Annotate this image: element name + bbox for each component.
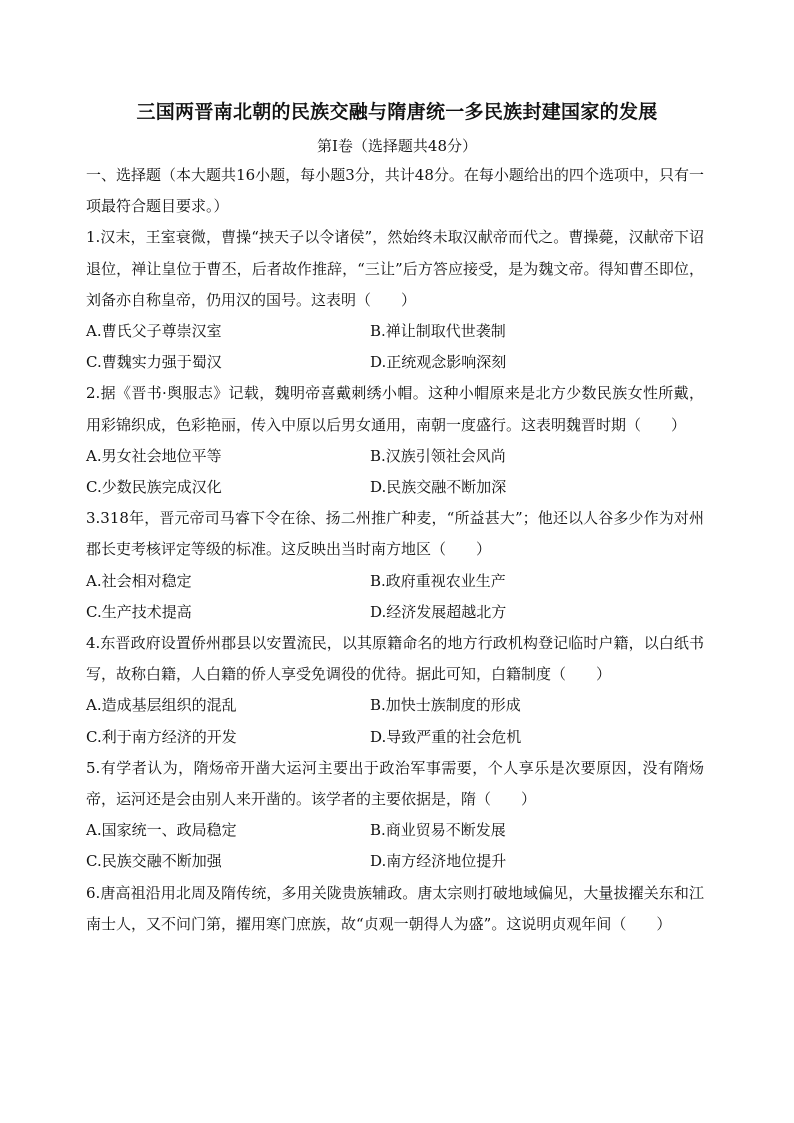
option-c: C.利于南方经济的开发 [86,727,237,746]
option-c: C.少数民族完成汉化 [86,478,222,497]
option-grid [86,690,704,752]
question-stem: 4.东晋政府设置侨州郡县以安置流民，以其原籍命名的地方行政机构登记临时户籍，以白纸书写，故称白籍，人白籍的侨人享受免调役的优待。据此可知，白籍制度（ ） [86,634,704,684]
option-d: D.民族交融不断加深 [370,478,507,497]
option-b: B.禅让制取代世袭制 [370,322,506,341]
option-c: C.曹魏实力强于蜀汉 [86,353,222,372]
option-a: A.造成基层组织的混乱 [86,696,237,715]
section-subtitle: 第Ⅰ卷（选择题共48分） [316,137,477,155]
option-b: B.政府重视农业生产 [370,571,506,590]
option-a: A.曹氏父子尊崇汉室 [86,322,222,341]
question-stem: 2.据《晋书·舆服志》记载，魏明帝喜戴刺绣小帽。这种小帽原来是北方少数民族女性所戴，用彩锦织成，色彩艳丽，传入中原以后男女通用，南朝一度盛行。这表明魏晋时期（ ） [86,384,704,434]
option-grid [86,316,704,378]
option-d: D.正统观念影响深刻 [370,353,507,372]
exam-content [86,160,704,940]
option-d: D.经济发展超越北方 [370,602,507,621]
option-d: D.南方经济地位提升 [370,852,507,871]
question-4 [86,628,704,753]
option-d: D.导致严重的社会危机 [370,727,522,746]
section-instruction: 一、选择题（本大题共16小题，每小题3分，共计48分。在每小题给出的四个选项中，只有一项最符合题目要求。） [86,166,704,216]
question-stem: 5.有学者认为，隋炀帝开凿大运河主要出于政治军事需要，个人享乐是次要原因，没有隋炀帝，运河还是会由别人来开凿的。该学者的主要依据是，隋（ ） [86,758,704,809]
question-stem: 3.318年，晋元帝司马睿下令在徐、扬二州推广种麦，“所益甚大”；他还以人谷多少作为对州郡长吏考核评定等级的标准。这反映出当时南方地区（ ） [86,509,704,559]
question-2 [86,378,704,503]
question-stem: 1.汉末，王室衰微，曹操“挟天子以令诸侯”，然始终未取汉献帝而代之。曹操薨，汉献帝下诏退位，禅让皇位于曹丕，后者故作推辞，“三让”后方答应接受，是为魏文帝。得知曹丕即位，刘备亦自称皇帝，仍用汉的国号。这表明（ ） [86,228,704,309]
option-grid [86,566,704,628]
option-a: A.国家统一、政局稳定 [86,821,237,840]
option-a: A.社会相对稳定 [86,571,192,590]
question-1 [86,222,704,378]
question-3 [86,503,704,628]
option-a: A.男女社会地位平等 [86,446,222,465]
question-stem: 6.唐高祖沿用北周及隋传统，多用关陇贵族辅政。唐太宗则打破地域偏见，大量拔擢关东和江南士人，又不问门第，擢用寒门庶族，故“贞观一朝得人为盛”。这说明贞观年间（ ） [86,883,704,933]
option-grid [86,441,704,503]
option-grid [86,815,704,877]
document-title: 三国两晋南北朝的民族交融与隋唐统一多民族封建国家的发展 [136,101,658,123]
option-b: B.商业贸易不断发展 [370,821,506,840]
question-6 [86,878,704,940]
option-c: C.生产技术提高 [86,602,192,621]
option-b: B.汉族引领社会风尚 [370,446,506,465]
option-c: C.民族交融不断加强 [86,852,222,871]
option-b: B.加快士族制度的形成 [370,696,521,715]
question-5 [86,753,704,878]
